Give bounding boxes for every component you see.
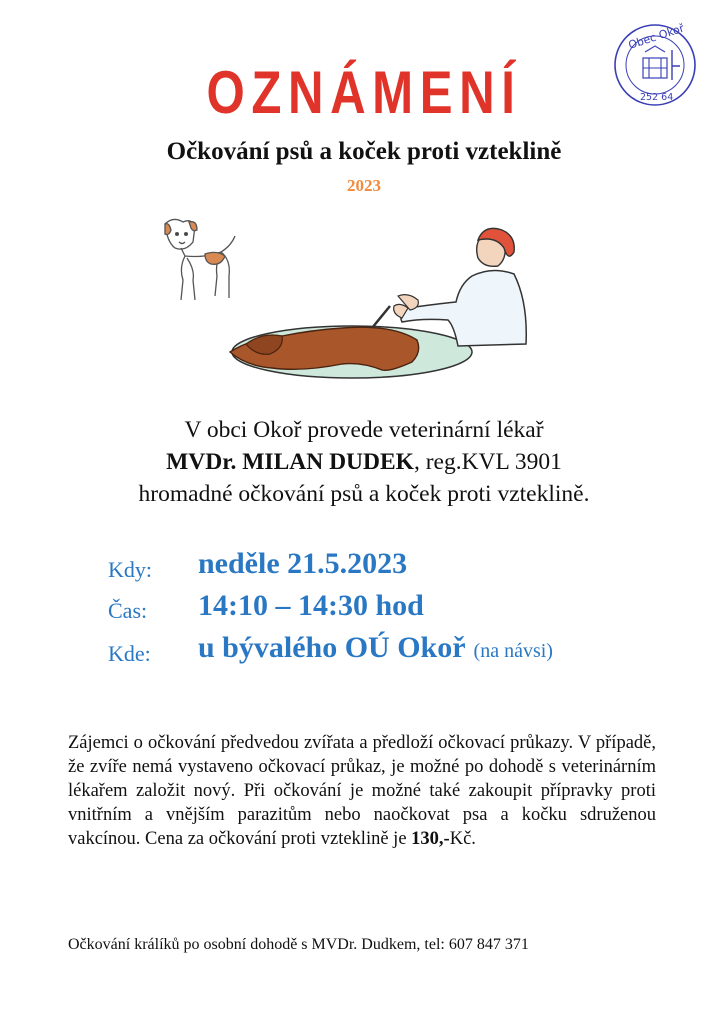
schedule-label-when: Kdy: (108, 557, 152, 582)
schedule-value-time: 14:10 – 14:30 hod (198, 589, 424, 622)
schedule-value-when: neděle 21.5.2023 (198, 547, 408, 580)
paragraph-text: Zájemci o očkování předvedou zvířata a předloží očkovací průkazy. V případě, že zvíře nemá vystaveno očkovací průkaz, je možné po dohodě s veterinárním lékařem založit nový. Při očkování je možné také zakoupit přípravky proti vnitřním a vnějším parazitům nebo naočkovat psa a kočku sdruženou vakcínou. Cena za očkování proti vzteklině je (68, 733, 656, 849)
price-currency: Kč. (449, 829, 476, 849)
stamp-text-top: Obec Okoř (626, 22, 686, 52)
schedule-label-time: Čas: (108, 598, 148, 623)
stamp-text-bottom: 252 64 (640, 92, 674, 103)
intro-line-2 (0, 446, 728, 478)
page-heading: OZNÁMENÍ (206, 59, 522, 126)
info-paragraph (68, 731, 656, 851)
intro-line-3: hromadné očkování psů a koček proti vzteklině. (138, 481, 590, 507)
schedule-where-extra: (na návsi) (473, 640, 553, 662)
schedule-label-where: Kde: (108, 641, 151, 666)
schedule-value-where-row (198, 631, 553, 665)
page-subtitle: Očkování psů a koček proti vzteklině (166, 138, 562, 165)
vet-name: MVDr. MILAN DUDEK (166, 449, 414, 475)
vaccination-price: 130,- (411, 829, 450, 849)
announcement-intro (0, 414, 728, 510)
intro-line-1: V obci Okoř provede veterinární lékař (184, 417, 544, 443)
vet-vaccinating-dog-illustration (222, 222, 540, 384)
footer-note: Očkování králíků po osobní dohodě s MVDr. Dudkem, tel: 607 847 371 (68, 936, 529, 953)
vet-registration: , reg.KVL 3901 (413, 449, 562, 475)
year-label: 2023 (347, 176, 381, 195)
schedule-value-where: u bývalého OÚ Okoř (198, 631, 466, 664)
